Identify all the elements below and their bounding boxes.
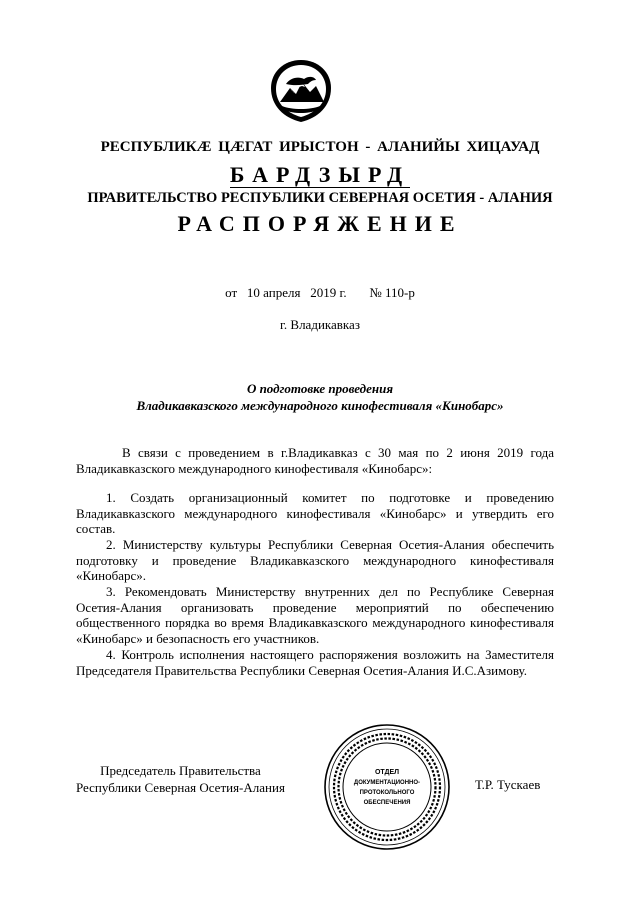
header-government-russian: ПРАВИТЕЛЬСТВО РЕСПУБЛИКИ СЕВЕРНАЯ ОСЕТИЯ - АЛАНИЯ	[87, 190, 553, 206]
intro-paragraph: В связи с проведением в г.Владикавказ с 30 мая по 2 июня 2019 года Владикавказского международного кинофестиваля «Кинобарс»:	[76, 445, 554, 476]
coat-of-arms-emblem	[268, 58, 334, 124]
order-item-4: 4. Контроль исполнения настоящего распоряжения возложить на Заместителя Председателя Правительства Республики Северная Осетия-Алания И.С.Азимову.	[76, 647, 554, 678]
header-order-russian: РАСПОРЯЖЕНИЕ	[177, 211, 463, 236]
stamp-line-4: ОБЕСПЕЧЕНИЯ	[363, 800, 411, 806]
signatory-title-line-1: Председатель Правительства	[100, 763, 261, 778]
header-ossetian-government: РЕСПУБЛИКÆ ЦÆГАТ ИРЫСТОН - АЛАНИЙЫ ХИЦАУАД	[100, 139, 540, 155]
stamp-line-3: ПРОТОКОЛЬНОГО	[359, 790, 415, 796]
signatory-name: Т.Р. Тускаев	[475, 777, 541, 792]
document-date-number: от 10 апреля 2019 г. № 110-р	[225, 285, 415, 300]
signatory-title	[76, 762, 285, 796]
stamp-line-1: ОТДЕЛ	[374, 769, 400, 776]
document-city: г. Владикавказ	[280, 317, 360, 332]
order-item-1: 1. Создать организационный комитет по подготовке и проведению Владикавказского международного кинофестиваля «Кинобарс» и утвердить его состав.	[76, 490, 554, 536]
stamp-line-2: ДОКУМЕНТАЦИОННО-	[353, 780, 421, 786]
document-subject	[0, 380, 640, 414]
order-item-2: 2. Министерству культуры Республики Северная Осетия-Алания обеспечить подготовку и проведение Владикавказского международного кинофестиваля «Кинобарс».	[76, 537, 554, 583]
subject-line-2: Владикавказского международного кинофестиваля «Кинобарс»	[136, 398, 504, 413]
order-item-3: 3. Рекомендовать Министерству внутренних дел по Республике Северная Осетия-Алания организовать проведение мероприятий по обеспечению общественного порядка во время Владикавказского международного кинофестиваля «Кинобарс» и безопасность его участников.	[76, 584, 554, 646]
official-stamp	[322, 722, 452, 852]
subject-line-1: О подготовке проведения	[246, 381, 394, 396]
signatory-title-line-2: Республики Северная Осетия-Алания	[76, 780, 285, 795]
header-order-ossetian: БАРДЗЫРД	[229, 162, 411, 187]
